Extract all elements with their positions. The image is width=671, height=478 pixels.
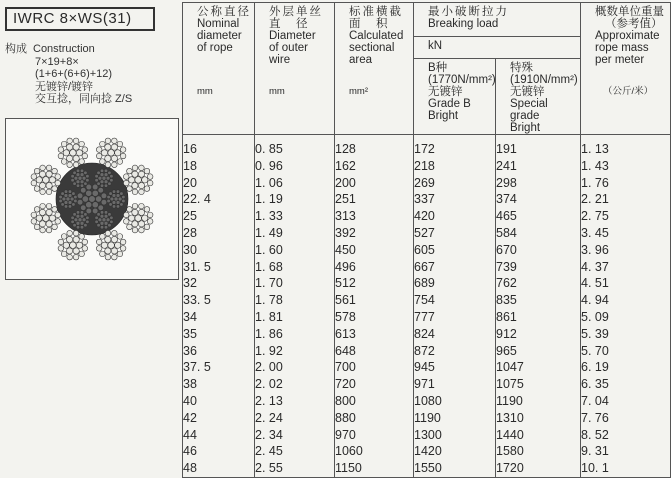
table-cell: 450 xyxy=(335,242,414,259)
table-row xyxy=(183,208,671,225)
table-row xyxy=(183,326,671,343)
table-row xyxy=(183,225,671,242)
table-row xyxy=(183,343,671,360)
table-cell: 1. 92 xyxy=(255,343,335,360)
table-cell: 30 xyxy=(183,242,255,259)
table-cell: 670 xyxy=(496,242,581,259)
table-cell: 34 xyxy=(183,309,255,326)
construction-label xyxy=(5,43,132,56)
table-cell: 1047 xyxy=(496,359,581,376)
table-cell: 8. 52 xyxy=(581,427,671,444)
table-cell: 1. 76 xyxy=(581,175,671,192)
table-cell: 5. 70 xyxy=(581,343,671,360)
table-cell: 7. 04 xyxy=(581,393,671,410)
table-cell: 1150 xyxy=(335,460,414,477)
table-cell: 2. 75 xyxy=(581,208,671,225)
header-sub-line: Bright xyxy=(510,122,541,134)
table-cell: 1. 06 xyxy=(255,175,335,192)
wire-rope-cross-section-icon xyxy=(6,119,178,279)
header-en: of rope xyxy=(197,42,233,54)
table-cell: 762 xyxy=(496,275,581,292)
table-cell: 269 xyxy=(414,175,496,192)
table-cell: 42 xyxy=(183,410,255,427)
table-cell: 496 xyxy=(335,259,414,276)
header-sub-line: 无镀锌 xyxy=(510,86,545,98)
header-unit: mm xyxy=(197,86,213,97)
left-panel xyxy=(0,0,182,462)
table-cell: 2. 02 xyxy=(255,376,335,393)
header-en: Nominal xyxy=(197,18,240,30)
table-cell: 18 xyxy=(183,158,255,175)
table-row xyxy=(183,175,671,192)
spec-table xyxy=(182,2,671,478)
table-cell: 20 xyxy=(183,175,255,192)
table-cell: 2. 13 xyxy=(255,393,335,410)
construction-line: 7×19+8× xyxy=(35,55,79,68)
table-cell: 4. 37 xyxy=(581,259,671,276)
table-cell: 6. 19 xyxy=(581,359,671,376)
header-sub-line: Bright xyxy=(428,110,459,122)
spec-table-body xyxy=(183,135,671,478)
table-cell: 1. 49 xyxy=(255,225,335,242)
table-cell: 4. 94 xyxy=(581,292,671,309)
table-cell: 880 xyxy=(335,410,414,427)
table-cell: 4. 51 xyxy=(581,275,671,292)
table-cell: 32 xyxy=(183,275,255,292)
header-unit: mm xyxy=(269,86,285,97)
table-row xyxy=(183,242,671,259)
table-cell: 46 xyxy=(183,443,255,460)
table-cell: 162 xyxy=(335,158,414,175)
table-cell: 1550 xyxy=(414,460,496,477)
header-en: of outer xyxy=(269,42,308,54)
table-cell: 44 xyxy=(183,427,255,444)
table-cell: 2. 00 xyxy=(255,359,335,376)
header-special-grade xyxy=(496,59,581,135)
header-sub-line: 无镀锌 xyxy=(428,86,463,98)
header-area xyxy=(335,3,414,135)
product-code: IWRC 8×WS(31) xyxy=(5,7,155,31)
table-cell: 31. 5 xyxy=(183,259,255,276)
header-zh: 标准横截 xyxy=(349,6,403,18)
table-cell: 1. 81 xyxy=(255,309,335,326)
table-cell: 16 xyxy=(183,135,255,158)
construction-info xyxy=(5,43,132,106)
construction-line: (1+6+(6+6)+12) xyxy=(35,68,113,80)
table-cell: 3. 45 xyxy=(581,225,671,242)
header-wire-diameter xyxy=(255,3,335,135)
header-en: Breaking load xyxy=(428,18,499,30)
table-row xyxy=(183,135,671,158)
table-row xyxy=(183,309,671,326)
table-cell: 1060 xyxy=(335,443,414,460)
table-cell: 578 xyxy=(335,309,414,326)
table-row xyxy=(183,292,671,309)
header-sub-line: 特殊(1910N/mm²) xyxy=(510,62,578,86)
header-unit: （公斤/米） xyxy=(603,86,654,97)
table-cell: 1190 xyxy=(496,393,581,410)
table-cell: 1. 68 xyxy=(255,259,335,276)
header-en: Calculated xyxy=(349,30,404,42)
table-cell: 298 xyxy=(496,175,581,192)
table-cell: 1. 43 xyxy=(581,158,671,175)
table-cell: 3. 96 xyxy=(581,242,671,259)
table-cell: 777 xyxy=(414,309,496,326)
table-cell: 5. 09 xyxy=(581,309,671,326)
table-cell: 1. 86 xyxy=(255,326,335,343)
table-cell: 37. 5 xyxy=(183,359,255,376)
table-cell: 605 xyxy=(414,242,496,259)
header-unit: mm² xyxy=(349,86,368,97)
table-cell: 28 xyxy=(183,225,255,242)
table-cell: 700 xyxy=(335,359,414,376)
table-cell: 800 xyxy=(335,393,414,410)
header-zh: 最小破断拉力 xyxy=(428,6,509,18)
table-row xyxy=(183,443,671,460)
table-cell: 218 xyxy=(414,158,496,175)
table-cell: 1440 xyxy=(496,427,581,444)
table-cell: 48 xyxy=(183,460,255,477)
table-cell: 561 xyxy=(335,292,414,309)
header-zh: 面 积 xyxy=(349,18,390,30)
header-kn: kN xyxy=(414,37,581,59)
table-cell: 1. 33 xyxy=(255,208,335,225)
table-cell: 1. 13 xyxy=(581,135,671,158)
header-en: per meter xyxy=(595,54,645,66)
table-cell: 1. 78 xyxy=(255,292,335,309)
table-cell: 1310 xyxy=(496,410,581,427)
table-cell: 6. 35 xyxy=(581,376,671,393)
table-cell: 10. 1 xyxy=(581,460,671,477)
table-cell: 191 xyxy=(496,135,581,158)
table-cell: 689 xyxy=(414,275,496,292)
table-cell: 648 xyxy=(335,343,414,360)
table-cell: 1580 xyxy=(496,443,581,460)
table-cell: 5. 39 xyxy=(581,326,671,343)
table-cell: 1190 xyxy=(414,410,496,427)
table-cell: 2. 24 xyxy=(255,410,335,427)
table-cell: 965 xyxy=(496,343,581,360)
table-cell: 128 xyxy=(335,135,414,158)
header-sub-line: Special grade xyxy=(510,98,548,122)
table-cell: 200 xyxy=(335,175,414,192)
table-cell: 374 xyxy=(496,191,581,208)
table-cell: 970 xyxy=(335,427,414,444)
construction-label-en: Construction xyxy=(33,43,95,55)
table-cell: 172 xyxy=(414,135,496,158)
table-cell: 25 xyxy=(183,208,255,225)
table-cell: 0. 96 xyxy=(255,158,335,175)
cross-section-frame xyxy=(5,118,179,280)
table-cell: 392 xyxy=(335,225,414,242)
header-zh: 公称直径 xyxy=(197,6,251,18)
table-cell: 739 xyxy=(496,259,581,276)
header-zh: 外层单丝 xyxy=(269,6,323,18)
header-en: rope mass xyxy=(595,42,649,54)
table-cell: 912 xyxy=(496,326,581,343)
construction-line: 无镀锌/镀锌 xyxy=(35,80,94,93)
table-cell: 613 xyxy=(335,326,414,343)
table-cell: 0. 85 xyxy=(255,135,335,158)
header-en: sectional xyxy=(349,42,395,54)
table-cell: 1300 xyxy=(414,427,496,444)
table-cell: 945 xyxy=(414,359,496,376)
table-cell: 465 xyxy=(496,208,581,225)
header-en: Diameter xyxy=(269,30,316,42)
header-sub-line: B种(1770N/mm²) xyxy=(428,62,496,86)
table-cell: 872 xyxy=(414,343,496,360)
table-cell: 1420 xyxy=(414,443,496,460)
table-cell: 1. 60 xyxy=(255,242,335,259)
table-cell: 35 xyxy=(183,326,255,343)
header-rope-diameter xyxy=(183,3,255,135)
header-en: wire xyxy=(269,54,291,66)
construction-label-zh: 构成 xyxy=(5,43,27,55)
table-cell: 420 xyxy=(414,208,496,225)
table-cell: 337 xyxy=(414,191,496,208)
table-cell: 38 xyxy=(183,376,255,393)
table-cell: 971 xyxy=(414,376,496,393)
table-cell: 527 xyxy=(414,225,496,242)
table-cell: 22. 4 xyxy=(183,191,255,208)
table-cell: 9. 31 xyxy=(581,443,671,460)
table-cell: 861 xyxy=(496,309,581,326)
table-cell: 33. 5 xyxy=(183,292,255,309)
table-cell: 1080 xyxy=(414,393,496,410)
table-row xyxy=(183,158,671,175)
table-cell: 2. 21 xyxy=(581,191,671,208)
table-cell: 1720 xyxy=(496,460,581,477)
table-cell: 754 xyxy=(414,292,496,309)
table-cell: 40 xyxy=(183,393,255,410)
construction-line: 交互捻，同向捻 Z/S xyxy=(35,93,133,105)
header-en: area xyxy=(349,54,373,66)
header-breaking-load xyxy=(414,3,581,37)
header-sub-line: Grade B xyxy=(428,98,471,110)
table-cell: 2. 34 xyxy=(255,427,335,444)
header-mass xyxy=(581,3,671,135)
header-en: diameter xyxy=(197,30,242,42)
table-row xyxy=(183,376,671,393)
table-cell: 1. 70 xyxy=(255,275,335,292)
table-row xyxy=(183,259,671,276)
table-row xyxy=(183,427,671,444)
header-grade-b xyxy=(414,59,496,135)
table-row xyxy=(183,410,671,427)
table-row xyxy=(183,460,671,477)
table-cell: 720 xyxy=(335,376,414,393)
header-zh: （参考值） xyxy=(605,18,663,30)
header-zh: 概数单位重量 xyxy=(595,6,664,18)
table-cell: 251 xyxy=(335,191,414,208)
table-cell: 1075 xyxy=(496,376,581,393)
table-cell: 2. 45 xyxy=(255,443,335,460)
table-row xyxy=(183,393,671,410)
table-cell: 36 xyxy=(183,343,255,360)
table-cell: 584 xyxy=(496,225,581,242)
table-row xyxy=(183,359,671,376)
table-cell: 835 xyxy=(496,292,581,309)
table-row xyxy=(183,275,671,292)
header-en: Approximate xyxy=(595,30,660,42)
table-cell: 241 xyxy=(496,158,581,175)
table-cell: 667 xyxy=(414,259,496,276)
table-cell: 512 xyxy=(335,275,414,292)
table-cell: 824 xyxy=(414,326,496,343)
table-row xyxy=(183,191,671,208)
table-cell: 7. 76 xyxy=(581,410,671,427)
table-cell: 313 xyxy=(335,208,414,225)
header-zh: 直 径 xyxy=(269,18,310,30)
table-cell: 1. 19 xyxy=(255,191,335,208)
table-cell: 2. 55 xyxy=(255,460,335,477)
